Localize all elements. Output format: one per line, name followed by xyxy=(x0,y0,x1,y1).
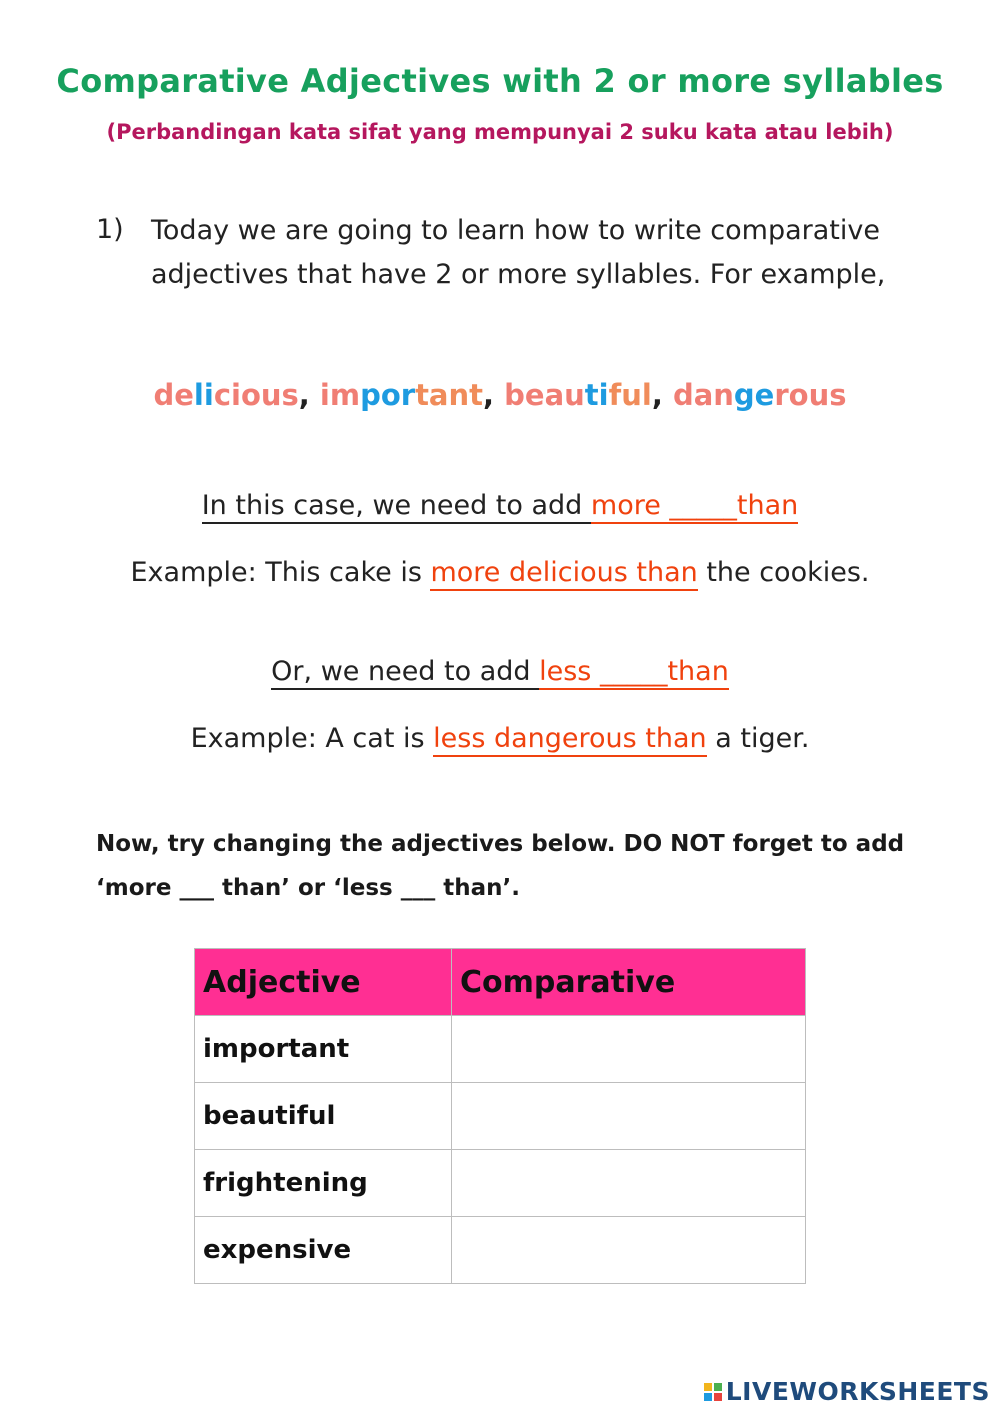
adjective-cell: important xyxy=(195,1016,452,1083)
syllable: ful xyxy=(608,378,652,412)
logo-icon xyxy=(704,1383,722,1401)
adjective-cell: beautiful xyxy=(195,1083,452,1150)
rule-more-line xyxy=(0,490,1000,521)
worksheet-title: Comparative Adjectives with 2 or more syllables xyxy=(56,62,944,100)
example-more-highlight: more delicious than xyxy=(430,557,697,591)
table-row xyxy=(195,1016,806,1083)
instruction-line-1: Now, try changing the adjectives below. DO NOT forget to add xyxy=(96,831,905,857)
adjective-table xyxy=(194,948,806,1284)
worksheet-subtitle: (Perbandingan kata sifat yang mempunyai 2 suku kata atau lebih) xyxy=(106,120,894,144)
example-more-tail: the cookies. xyxy=(697,557,870,588)
word-separator: , xyxy=(298,378,320,412)
syllable: tant xyxy=(415,378,484,412)
example-less-line xyxy=(0,723,1000,754)
syllable: por xyxy=(360,378,416,412)
syllable: de xyxy=(153,378,194,412)
rule-less-lead: Or, we need to add xyxy=(271,656,539,690)
example-words xyxy=(0,378,1000,412)
syllable: dan xyxy=(672,378,734,412)
adjective-cell: expensive xyxy=(195,1217,452,1284)
syllable: li xyxy=(193,378,214,412)
syllable: ge xyxy=(733,378,775,412)
example-more-lead: Example: This cake is xyxy=(130,557,431,588)
instruction xyxy=(96,822,916,910)
comparative-answer-cell[interactable] xyxy=(452,1016,806,1083)
rule-more-lead: In this case, we need to add xyxy=(202,490,591,524)
rule-less-line xyxy=(0,656,1000,687)
syllable: rous xyxy=(774,378,847,412)
header-comparative: Comparative xyxy=(452,949,806,1016)
table-row xyxy=(195,1217,806,1284)
example-word xyxy=(504,378,652,412)
example-more-line xyxy=(0,557,1000,588)
comparative-answer-cell[interactable] xyxy=(452,1150,806,1217)
liveworksheets-logo xyxy=(704,1377,990,1406)
header-adjective: Adjective xyxy=(195,949,452,1016)
example-less-tail: a tiger. xyxy=(706,723,810,754)
table-row xyxy=(195,1150,806,1217)
syllable: cious xyxy=(213,378,299,412)
word-separator: , xyxy=(483,378,505,412)
item-text xyxy=(151,214,941,302)
example-less-highlight: less dangerous than xyxy=(433,723,707,757)
example-word xyxy=(320,378,483,412)
syllable: im xyxy=(319,378,361,412)
syllable: beau xyxy=(504,378,585,412)
brand-name: LIVEWORKSHEETS xyxy=(725,1377,990,1406)
comparative-answer-cell[interactable] xyxy=(452,1217,806,1284)
instruction-line-2: ‘more ___ than’ or ‘less ___ than’. xyxy=(96,875,520,901)
item-text-line-1: Today we are going to learn how to write comparative xyxy=(151,215,880,246)
example-word xyxy=(153,378,298,412)
table-row xyxy=(195,1083,806,1150)
example-less-lead: Example: A cat is xyxy=(190,723,434,754)
comparative-answer-cell[interactable] xyxy=(452,1083,806,1150)
example-word xyxy=(673,378,847,412)
rule-less-highlight: less _____than xyxy=(539,656,729,690)
table-header-row xyxy=(195,949,806,1016)
item-text-line-2: adjectives that have 2 or more syllables. For example, xyxy=(151,259,886,290)
rule-more-highlight: more _____than xyxy=(591,490,798,524)
word-separator: , xyxy=(651,378,673,412)
syllable: ti xyxy=(584,378,609,412)
item-number: 1) xyxy=(96,214,124,245)
adjective-cell: frightening xyxy=(195,1150,452,1217)
